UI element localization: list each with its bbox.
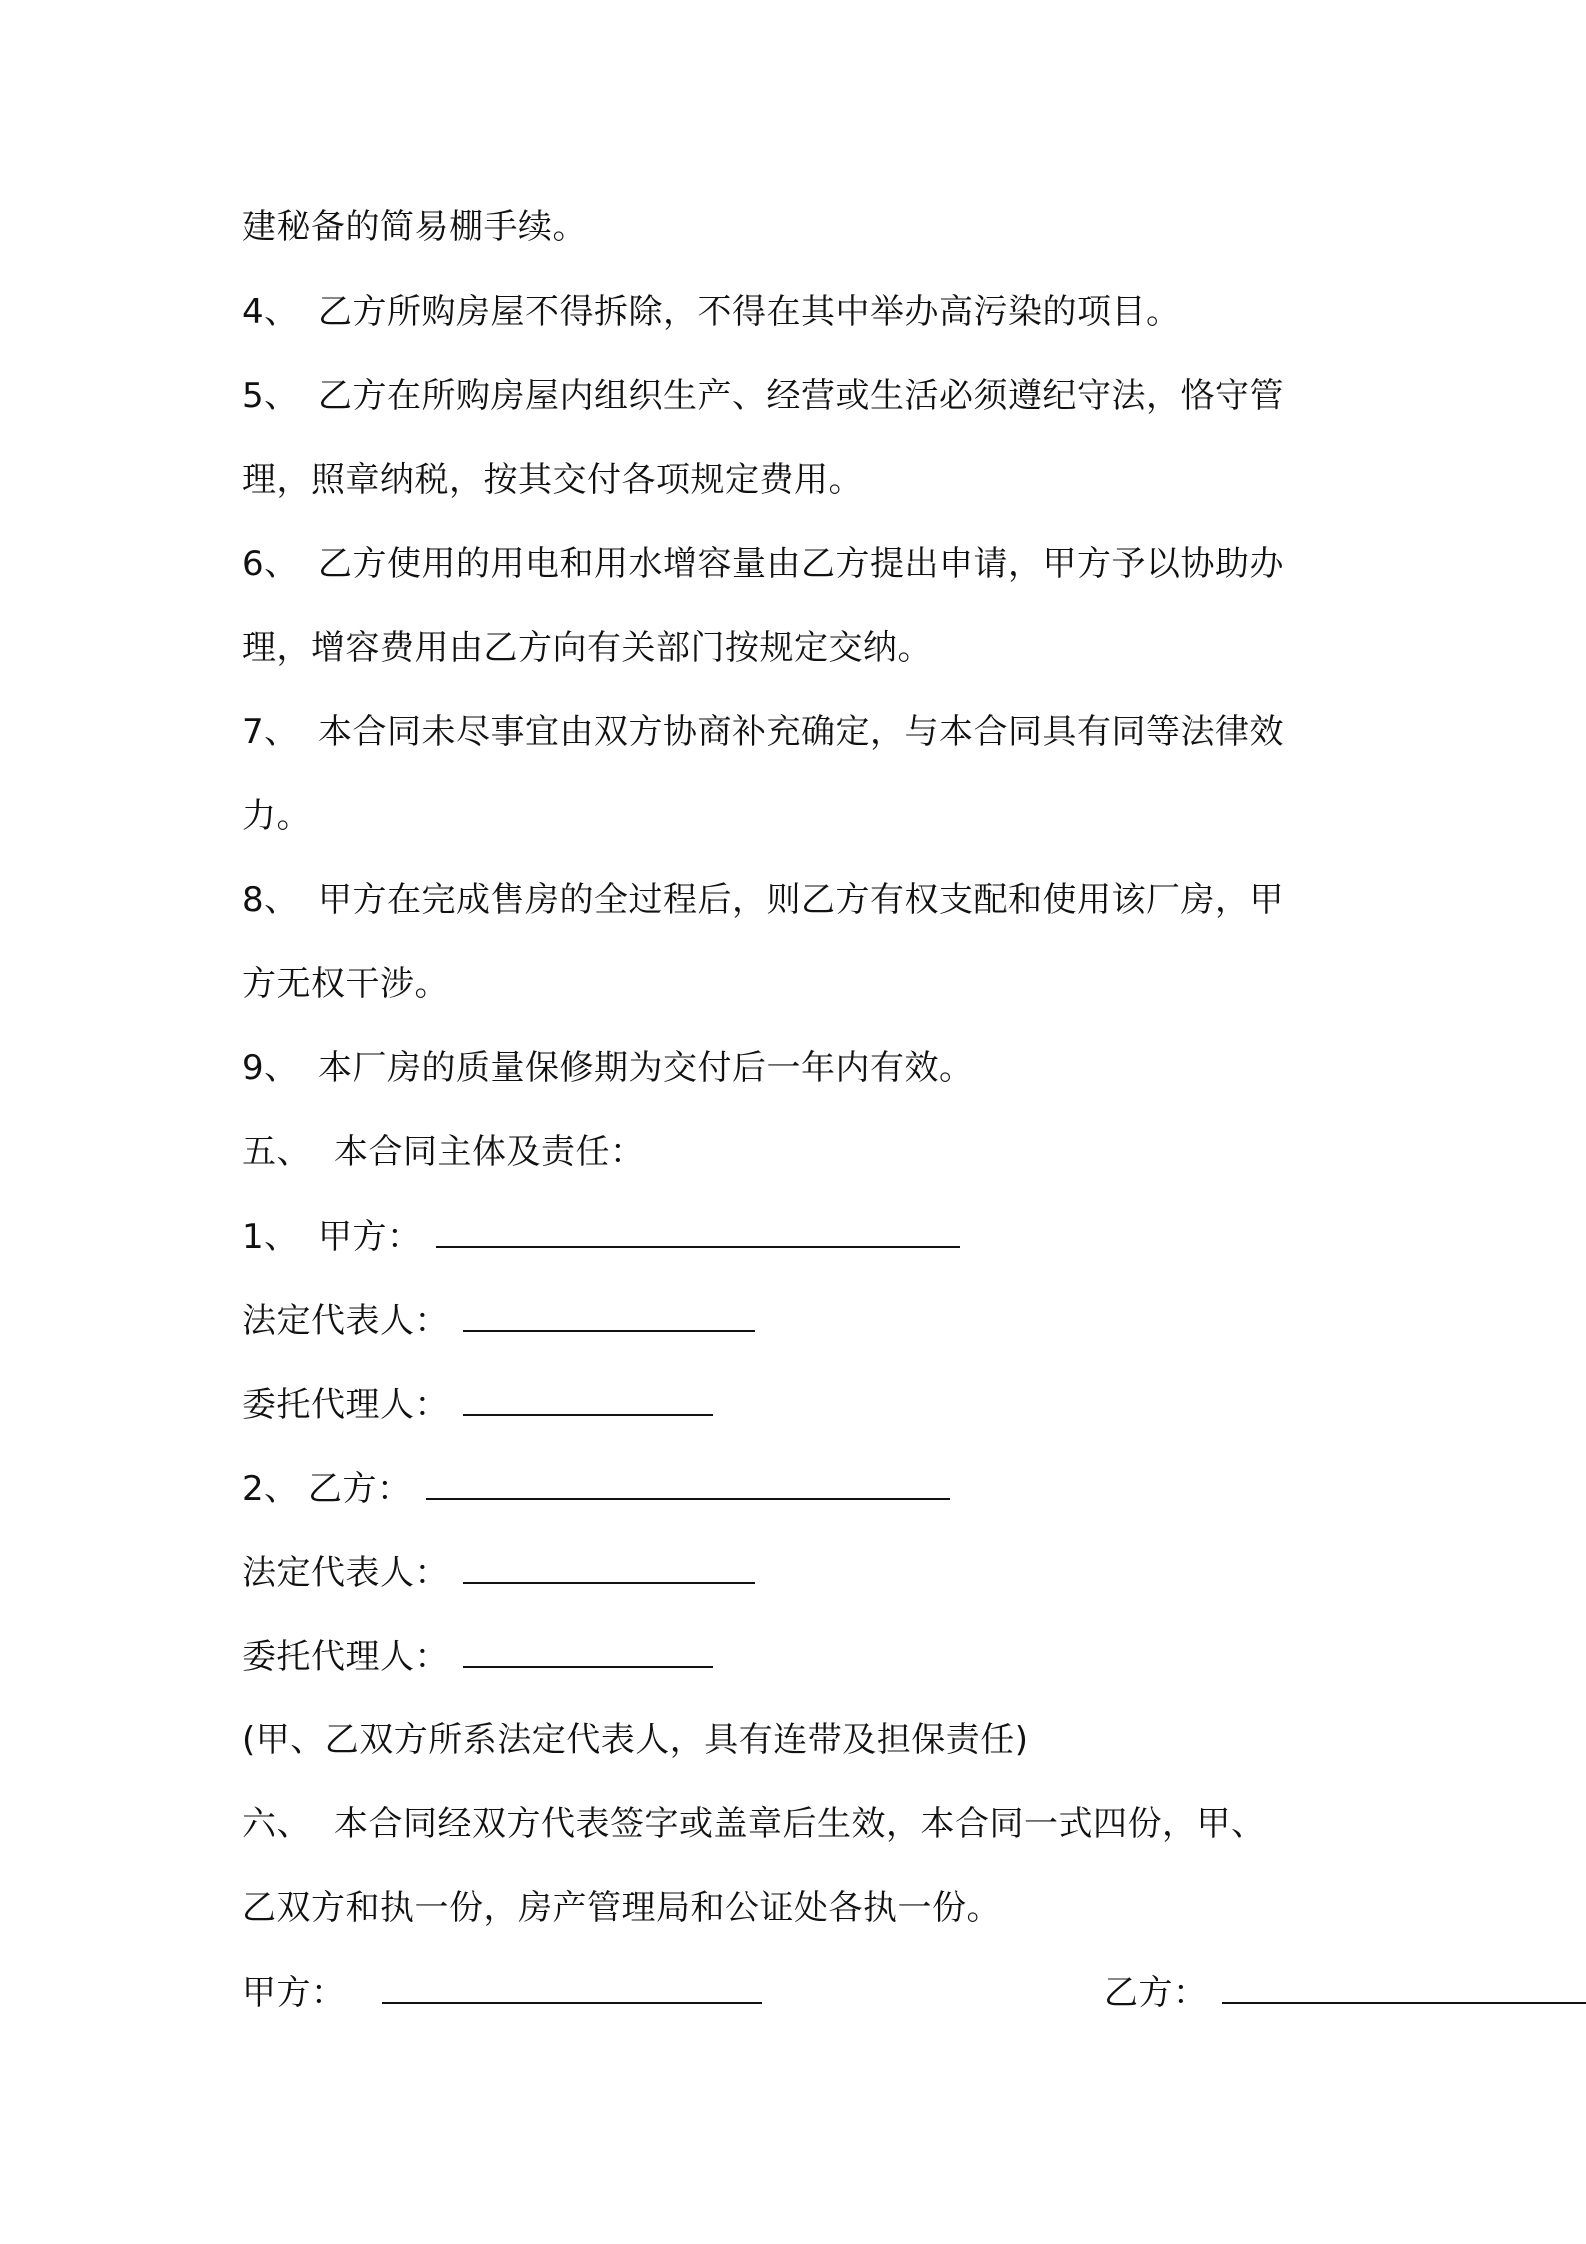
item-text-continuation: 方无权干涉。 [242, 964, 449, 1004]
party-b-line [242, 1464, 1362, 1513]
signature-party-b-label: 乙方： [1104, 1973, 1208, 2013]
item-7 [242, 708, 1362, 756]
item-text: 乙方在所购房屋内组织生产、经营或生活必须遵纪守法，恪守管 [318, 376, 1284, 416]
party-b-agent-line [242, 1632, 1362, 1681]
item-text-continuation: 理，照章纳税，按其交付各项规定费用。 [242, 460, 863, 500]
item-number: 4、 [242, 292, 299, 332]
section-number: 五、 [242, 1132, 311, 1172]
item-number: 7、 [242, 712, 299, 752]
section-6 [242, 1800, 1362, 1848]
continuation-text: 建秘备的简易棚手续。 [242, 207, 587, 247]
party-b-rep-field[interactable] [463, 1548, 755, 1584]
item-number: 9、 [242, 1048, 299, 1088]
item-number: 5、 [242, 376, 299, 416]
section-title: 本合同主体及责任： [334, 1132, 645, 1172]
continuation-line [242, 203, 1362, 251]
section-5-heading [242, 1128, 1362, 1176]
signature-party-b-field[interactable] [1222, 1968, 1586, 2004]
party-a-rep-field[interactable] [463, 1296, 755, 1332]
party-b-rep-label: 法定代表人： [242, 1553, 449, 1593]
party-number: 1、 [242, 1217, 299, 1257]
signature-line [242, 1968, 1362, 2017]
party-b-label: 乙方： [308, 1469, 412, 1509]
party-a-label: 甲方： [318, 1217, 422, 1257]
item-6-continuation [242, 624, 1362, 672]
section-6-continuation [242, 1884, 1362, 1932]
section-number: 六、 [242, 1804, 311, 1844]
party-b-agent-label: 委托代理人： [242, 1637, 449, 1677]
signature-party-a-field[interactable] [382, 1968, 762, 2004]
party-a-agent-field[interactable] [463, 1380, 713, 1416]
signature-party-a-label: 甲方： [242, 1973, 346, 2013]
item-text: 本厂房的质量保修期为交付后一年内有效。 [318, 1048, 974, 1088]
item-text: 甲方在完成售房的全过程后，则乙方有权支配和使用该厂房，甲 [318, 880, 1284, 920]
party-a-rep-label: 法定代表人： [242, 1301, 449, 1341]
party-b-rep-line [242, 1548, 1362, 1597]
item-number: 8、 [242, 880, 299, 920]
item-text: 乙方所购房屋不得拆除，不得在其中举办高污染的项目。 [318, 292, 1181, 332]
item-text-continuation: 力。 [242, 796, 311, 836]
liability-note-text: (甲、乙双方所系法定代表人，具有连带及担保责任) [242, 1720, 1029, 1760]
party-a-agent-line [242, 1380, 1362, 1429]
item-9 [242, 1044, 1362, 1092]
section-6-text: 本合同经双方代表签字或盖章后生效，本合同一式四份，甲、 [334, 1804, 1266, 1844]
party-a-name-field[interactable] [436, 1212, 960, 1248]
party-a-line [242, 1212, 1362, 1261]
party-a-agent-label: 委托代理人： [242, 1385, 449, 1425]
party-b-name-field[interactable] [426, 1464, 950, 1500]
item-number: 6、 [242, 544, 299, 584]
item-text-continuation: 理，增容费用由乙方向有关部门按规定交纳。 [242, 628, 932, 668]
item-text: 本合同未尽事宜由双方协商补充确定，与本合同具有同等法律效 [318, 712, 1284, 752]
party-a-rep-line [242, 1296, 1362, 1345]
party-number: 2、 [242, 1469, 299, 1509]
item-8-continuation [242, 960, 1362, 1008]
section-6-text-continuation: 乙双方和执一份，房产管理局和公证处各执一份。 [242, 1888, 1001, 1928]
item-6 [242, 540, 1362, 588]
item-5-continuation [242, 456, 1362, 504]
liability-note [242, 1716, 1362, 1764]
item-text: 乙方使用的用电和用水增容量由乙方提出申请，甲方予以协助办 [318, 544, 1284, 584]
item-7-continuation [242, 792, 1362, 840]
item-5 [242, 372, 1362, 420]
signature-party-b-group [1104, 1968, 1586, 2017]
item-8 [242, 876, 1362, 924]
item-4 [242, 288, 1362, 336]
party-b-agent-field[interactable] [463, 1632, 713, 1668]
